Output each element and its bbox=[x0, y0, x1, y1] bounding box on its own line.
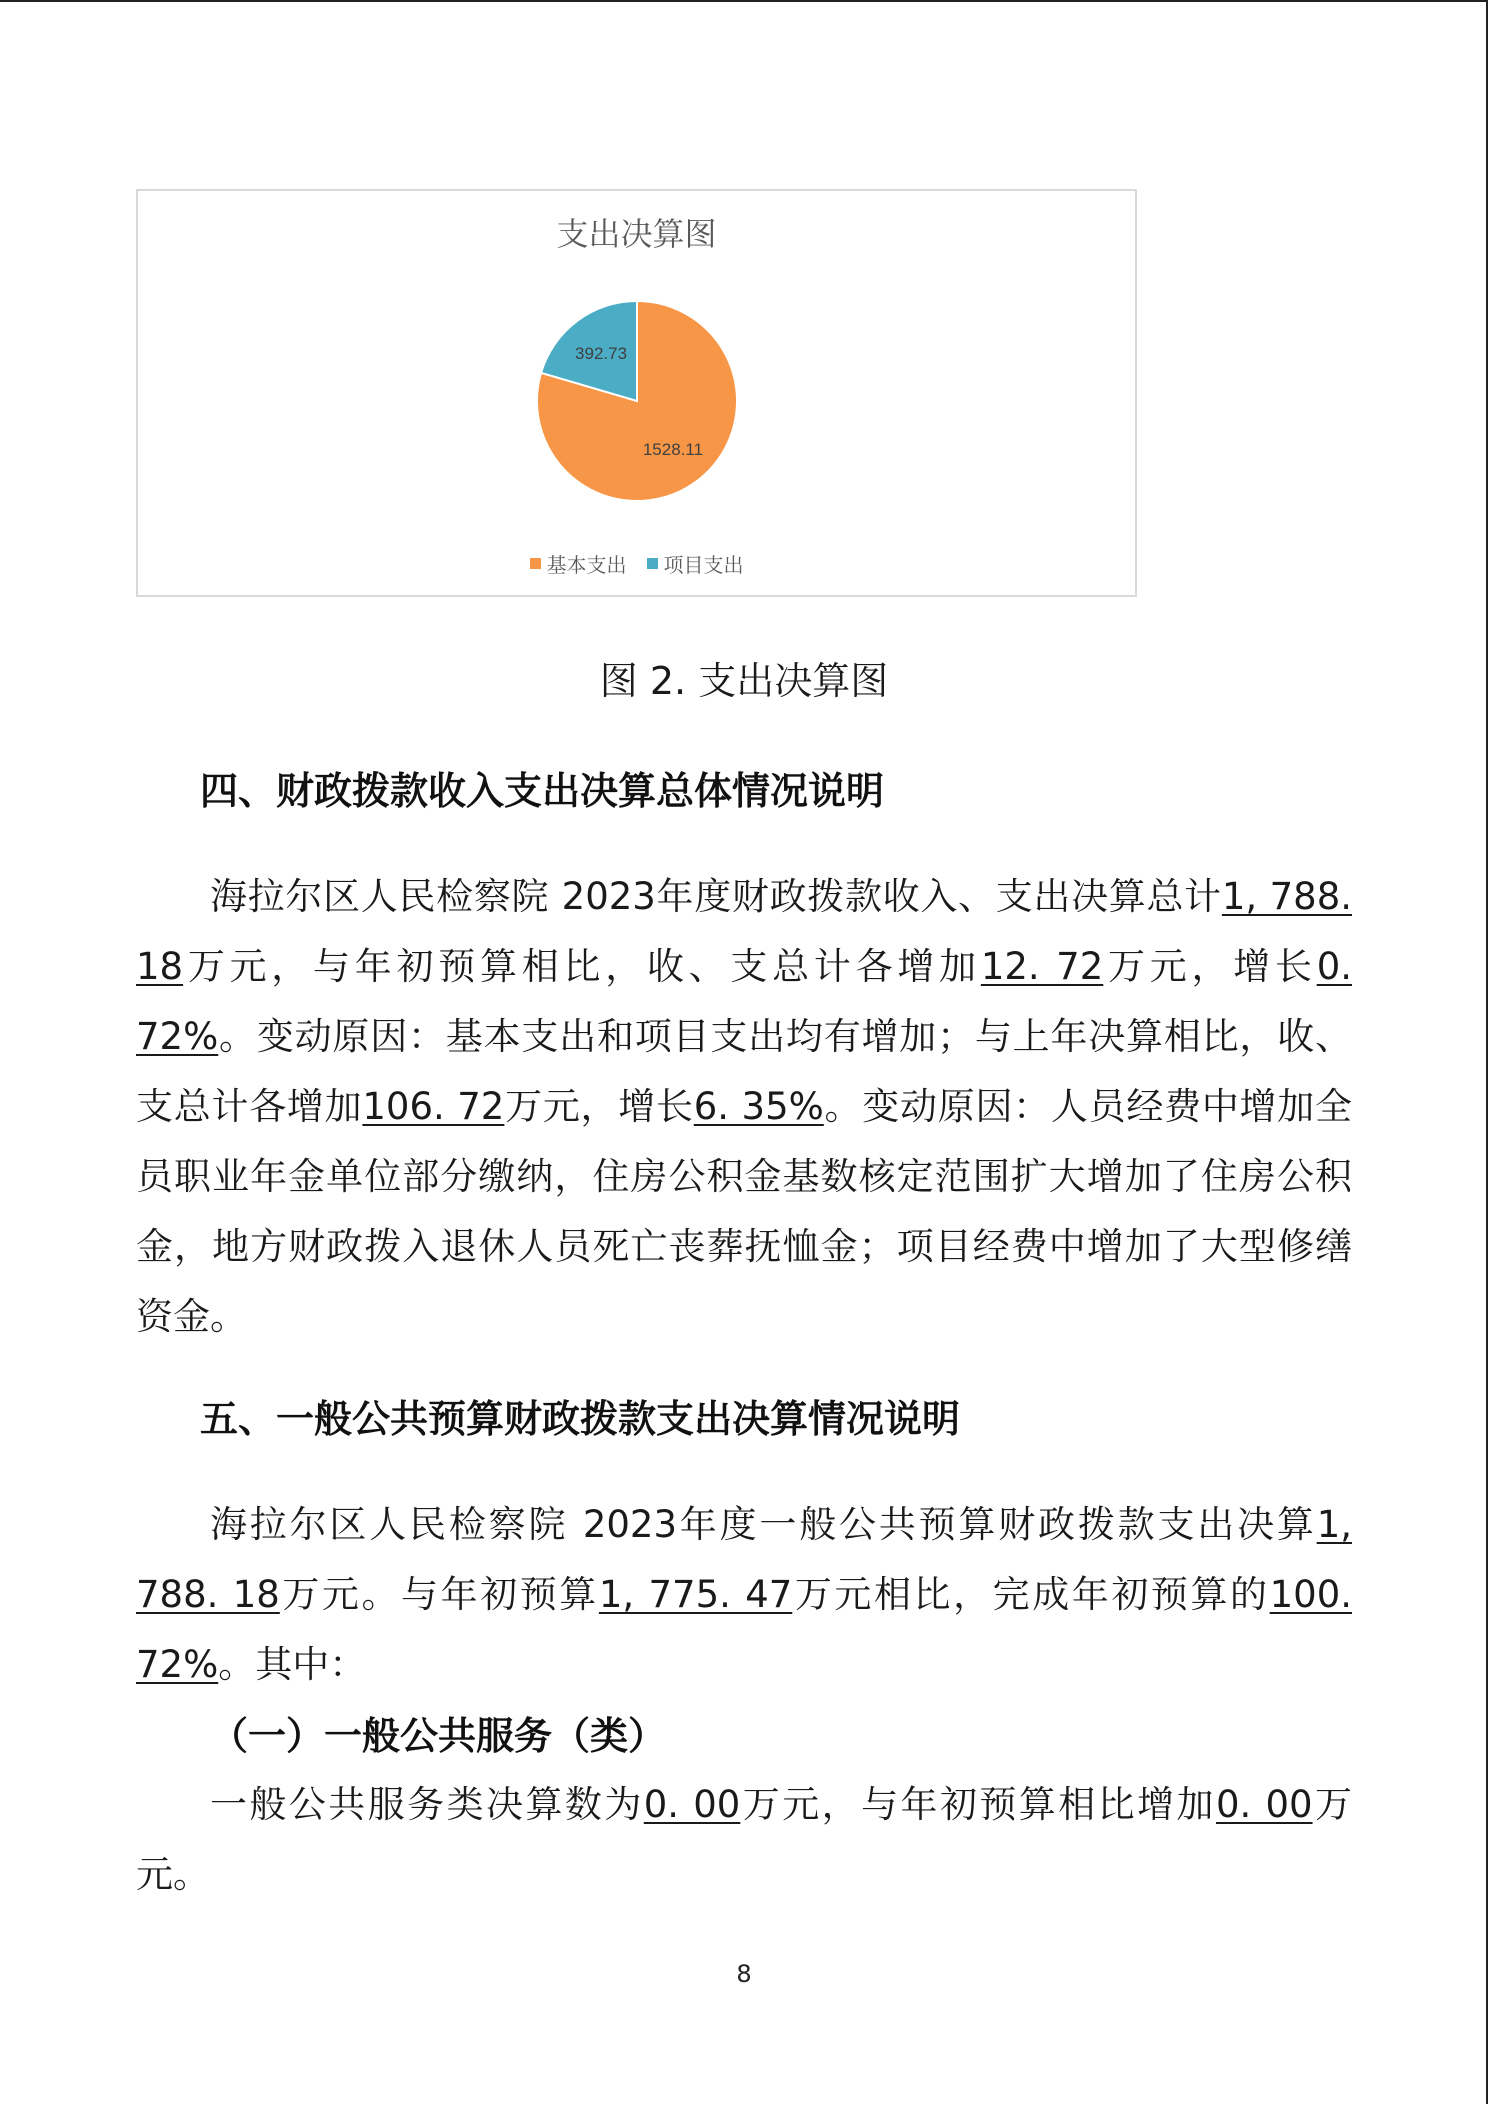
s4-increase-lastyear: 106. 72 bbox=[362, 1085, 505, 1128]
s4-growth-lastyear: 6. 35% bbox=[693, 1085, 824, 1128]
s4-text-c: 万元，增长 bbox=[1103, 945, 1317, 988]
sub-text-c: 万元。 bbox=[136, 1783, 1352, 1896]
s5-text-b: 万元。与年初预算 bbox=[279, 1573, 599, 1616]
s4-increase-budget: 12. 72 bbox=[980, 945, 1104, 988]
s4-growth-budget: 0. 72% bbox=[136, 945, 1353, 1058]
section4-heading: 四、财政拨款收入支出决算总体情况说明 bbox=[200, 769, 885, 813]
chart-legend bbox=[138, 549, 1135, 578]
s5-text-d: 。其中： bbox=[218, 1643, 367, 1686]
s4-text-a: 海拉尔区人民检察院 2023年度财政拨款收入、支出决算总计 bbox=[210, 875, 1222, 918]
figure-caption: 图 2. 支出决算图 bbox=[599, 659, 889, 703]
section5-heading: 五、一般公共预算财政拨款支出决算情况说明 bbox=[200, 1397, 961, 1441]
sub-text-a: 一般公共服务类决算数为 bbox=[210, 1783, 644, 1826]
legend-label-basic: 基本支出 bbox=[546, 553, 627, 577]
s4-text-f: 。变动原因：人员经费中增加全员职业年金单位部分缴纳，住房公积金基数核定范围扩大增加了住房公积金，地方财政拨入退休人员死亡丧葬抚恤金；项目经费中增加了大型修缮资金。 bbox=[136, 1085, 1353, 1338]
sub-increase: 0. 00 bbox=[1215, 1783, 1313, 1826]
s4-text-b: 万元，与年初预算相比，收、支总计各增加 bbox=[183, 945, 981, 988]
s4-total: 1, 788. 18 bbox=[136, 875, 1352, 988]
legend-item-basic bbox=[530, 549, 627, 578]
legend-swatch-project bbox=[647, 558, 658, 569]
legend-item-project bbox=[647, 549, 744, 578]
page-number: 8 bbox=[736, 1960, 752, 1988]
s5-total: 1, 788. 18 bbox=[136, 1503, 1352, 1616]
section5-paragraph bbox=[136, 1490, 1352, 1700]
s5-initial-budget: 1, 775. 47 bbox=[598, 1573, 793, 1616]
s4-text-e: 万元，增长 bbox=[504, 1085, 694, 1128]
subsection-paragraph bbox=[136, 1770, 1352, 1910]
sub-text-b: 万元，与年初预算相比增加 bbox=[740, 1783, 1216, 1826]
legend-swatch-basic bbox=[530, 558, 541, 569]
pie-label-basic: 1528.11 bbox=[642, 440, 704, 460]
s5-text-c: 万元相比，完成年初预算的 bbox=[792, 1573, 1270, 1616]
section4-paragraph bbox=[136, 862, 1352, 1352]
subsection-heading: （一）一般公共服务（类） bbox=[210, 1714, 667, 1758]
expenditure-pie-chart bbox=[136, 189, 1137, 597]
legend-label-project: 项目支出 bbox=[663, 553, 744, 577]
pie-svg bbox=[138, 191, 1135, 595]
s4-text-d: 。变动原因：基本支出和项目支出均有增加；与上年决算相比，收、支总计各增加 bbox=[136, 1015, 1352, 1128]
s5-completion-rate: 100. 72% bbox=[136, 1573, 1353, 1686]
sub-amount: 0. 00 bbox=[643, 1783, 741, 1826]
s5-text-a: 海拉尔区人民检察院 2023年度一般公共预算财政拨款支出决算 bbox=[210, 1503, 1317, 1546]
pie-label-project: 392.73 bbox=[575, 343, 628, 363]
chart-title: 支出决算图 bbox=[556, 215, 717, 253]
